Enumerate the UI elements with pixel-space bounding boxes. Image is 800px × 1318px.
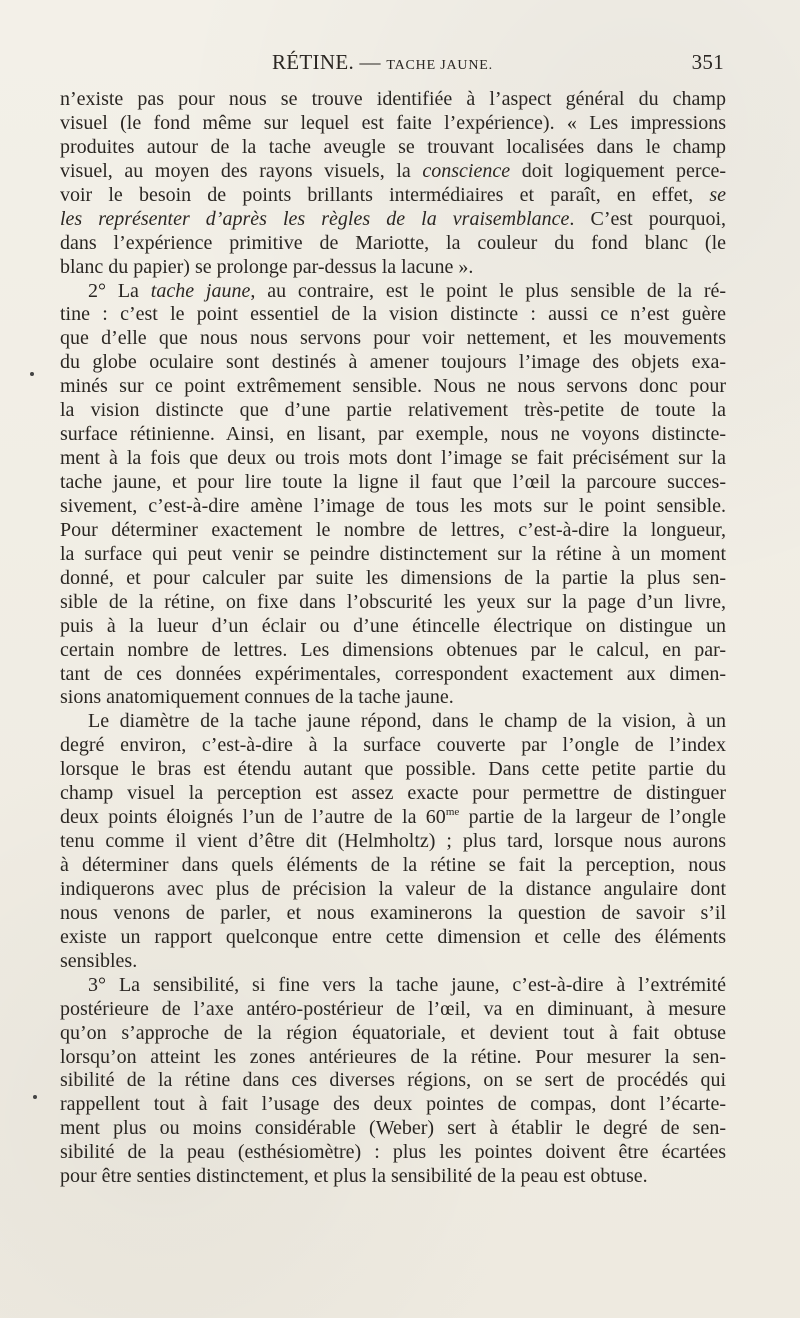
text-line: tine : c’est le point essentiel de la vision distincte : aussi ce n’est guère: [60, 303, 726, 326]
text-line: pour être senties distinctement, et plus la sensibilité de la peau est obtuse.: [60, 1165, 648, 1188]
text-line: certain nombre de lettres. Les dimensions obtenues par le calcul, en par-: [60, 638, 726, 661]
text-line-with-italic: voir le besoin de points brillants intermédiaires et paraît, en effet, se: [60, 183, 726, 206]
text-line: la vision distincte que d’une partie relativement très-petite de toute la: [60, 399, 726, 422]
text-line: que d’elle que nous nous servons pour voir nettement, et les mouvements: [60, 327, 726, 350]
text-line: Pour déterminer exactement le nombre de lettres, c’est-à-dire la longueur,: [60, 518, 726, 541]
margin-mark-dot: [33, 1095, 37, 1099]
text-line: à déterminer dans quels éléments de la rétine se fait la perception, nous: [60, 854, 726, 876]
margin-mark-dot: [30, 372, 34, 376]
text-line: donné, et pour calculer par suite les dimensions de la partie la plus sen-: [60, 566, 726, 589]
text-line: ment plus ou moins considérable (Weber) sert à établir le degré de sen-: [60, 1117, 726, 1140]
text-line: sibilité de la peau (esthésiomètre) : plus les pointes doivent être écartées: [60, 1141, 726, 1164]
text-line: tache jaune, et pour lire toute la ligne il faut que l’œil la parcoure succes-: [60, 471, 726, 493]
text-line: sibilité de la rétine dans ces diverses régions, on se sert de procédés qui: [60, 1069, 726, 1092]
text-line: minés sur ce point extrêmement sensible. Nous ne nous servons donc pour: [60, 375, 726, 398]
italic-phrase: conscience: [422, 159, 511, 182]
italic-phrase: se: [693, 183, 726, 206]
text-line: du globe oculaire sont destinés à amener toujours l’image des objets exa-: [60, 351, 726, 374]
text-line: 3° La sensibilité, si fine vers la tache jaune, c’est-à-dire à l’extrémité: [88, 973, 726, 996]
page-header: [62, 50, 726, 74]
italic-phrase: tache jaune: [150, 279, 251, 302]
text-line: lorsque le bras est étendu autant que possible. Dans cette petite partie du: [60, 758, 726, 781]
text-line: existe un rapport quelconque entre cette dimension et celle des éléments: [60, 925, 726, 948]
text-line: Le diamètre de la tache jaune répond, dans le champ de la vision, à un: [88, 710, 726, 733]
text-line: sensibles.: [60, 949, 138, 972]
text-line: ment à la fois que deux ou trois mots dont l’image se fait précisément sur la: [60, 447, 726, 470]
text-line: nous venons de parler, et nous examinerons la question de savoir s’il: [60, 901, 726, 924]
text-line: dans l’expérience primitive de Mariotte, la couleur du fond blanc (le: [60, 231, 726, 254]
text-line: lorsqu’on atteint les zones antérieures de la rétine. Pour mesurer la sen-: [60, 1045, 726, 1068]
text-line: la surface qui peut venir se peindre distinctement sur la rétine à un moment: [60, 542, 726, 565]
text-line: sible de la rétine, on fixe dans l’obscurité les yeux sur la page d’un livre,: [60, 590, 726, 613]
body-text: [60, 88, 726, 1189]
text-line: qu’on s’approche de la région équatoriale, et devient tout à fait obtuse: [60, 1021, 726, 1044]
text-line: indiquerons avec plus de précision la valeur de la distance angulaire dont: [60, 877, 726, 900]
text-line-with-superscript: deux points éloignés l’un de l’autre de la $60^{me}$ partie de la largeur de l’ongle: [60, 806, 726, 829]
text-line: puis à la lueur d’un éclair ou d’une étincelle électrique on distingue un: [60, 614, 726, 637]
superscript-ordinal: me: [445, 806, 460, 819]
text-line: sivement, c’est-à-dire amène l’image de tous les mots sur le point sensible.: [60, 494, 726, 517]
text-line: visuel (le fond même sur lequel est faite l’expérience). « Les impressions: [60, 111, 726, 134]
running-title: [272, 50, 493, 75]
text-line: degré environ, c’est-à-dire à la surface couverte par l’ongle de l’index: [60, 734, 726, 757]
text-line: blanc du papier) se prolonge par-dessus la lacune ».: [60, 255, 474, 278]
running-title-main: RÉTINE.: [272, 50, 354, 74]
running-title-subsection: TACHE JAUNE.: [386, 58, 493, 73]
text-line: surface rétinienne. Ainsi, en lisant, par exemple, nous ne voyons distincte-: [60, 423, 726, 446]
text-line: tenu comme il vient d’être dit (Helmholtz) ; plus tard, lorsque nous aurons: [60, 830, 726, 853]
text-line: sions anatomiquement connues de la tache jaune.: [60, 686, 454, 709]
text-line: rappellent tout à fait l’usage des deux pointes de compas, dont l’écarte-: [60, 1093, 726, 1116]
text-line: tant de ces données expérimentales, correspondent exactement aux dimen-: [60, 662, 726, 685]
text-line: produites autour de la tache aveugle se trouvant localisées dans le champ: [60, 135, 726, 158]
text-line-with-italic: visuel, au moyen des rayons visuels, la conscience doit logiquement perce-: [60, 159, 727, 182]
italic-phrase: les représenter d’après les règles de la vraisemblance: [60, 207, 570, 230]
text-line-with-italic: 2° La tache jaune, au contraire, est le point le plus sensible de la ré-: [88, 279, 727, 302]
text-line: n’existe pas pour nous se trouve identifiée à l’aspect général du champ: [60, 88, 726, 110]
text-line: postérieure de l’axe antéro-postérieur de l’œil, va en diminuant, à mesure: [60, 997, 726, 1020]
page-number: 351: [691, 50, 724, 74]
text-line: champ visuel la perception est assez exacte pour permettre de distinguer: [60, 782, 726, 805]
running-title-dash: —: [354, 50, 387, 74]
text-line-with-italic: les représenter d’après les règles de la vraisemblance. C’est pourquoi,: [60, 207, 726, 230]
